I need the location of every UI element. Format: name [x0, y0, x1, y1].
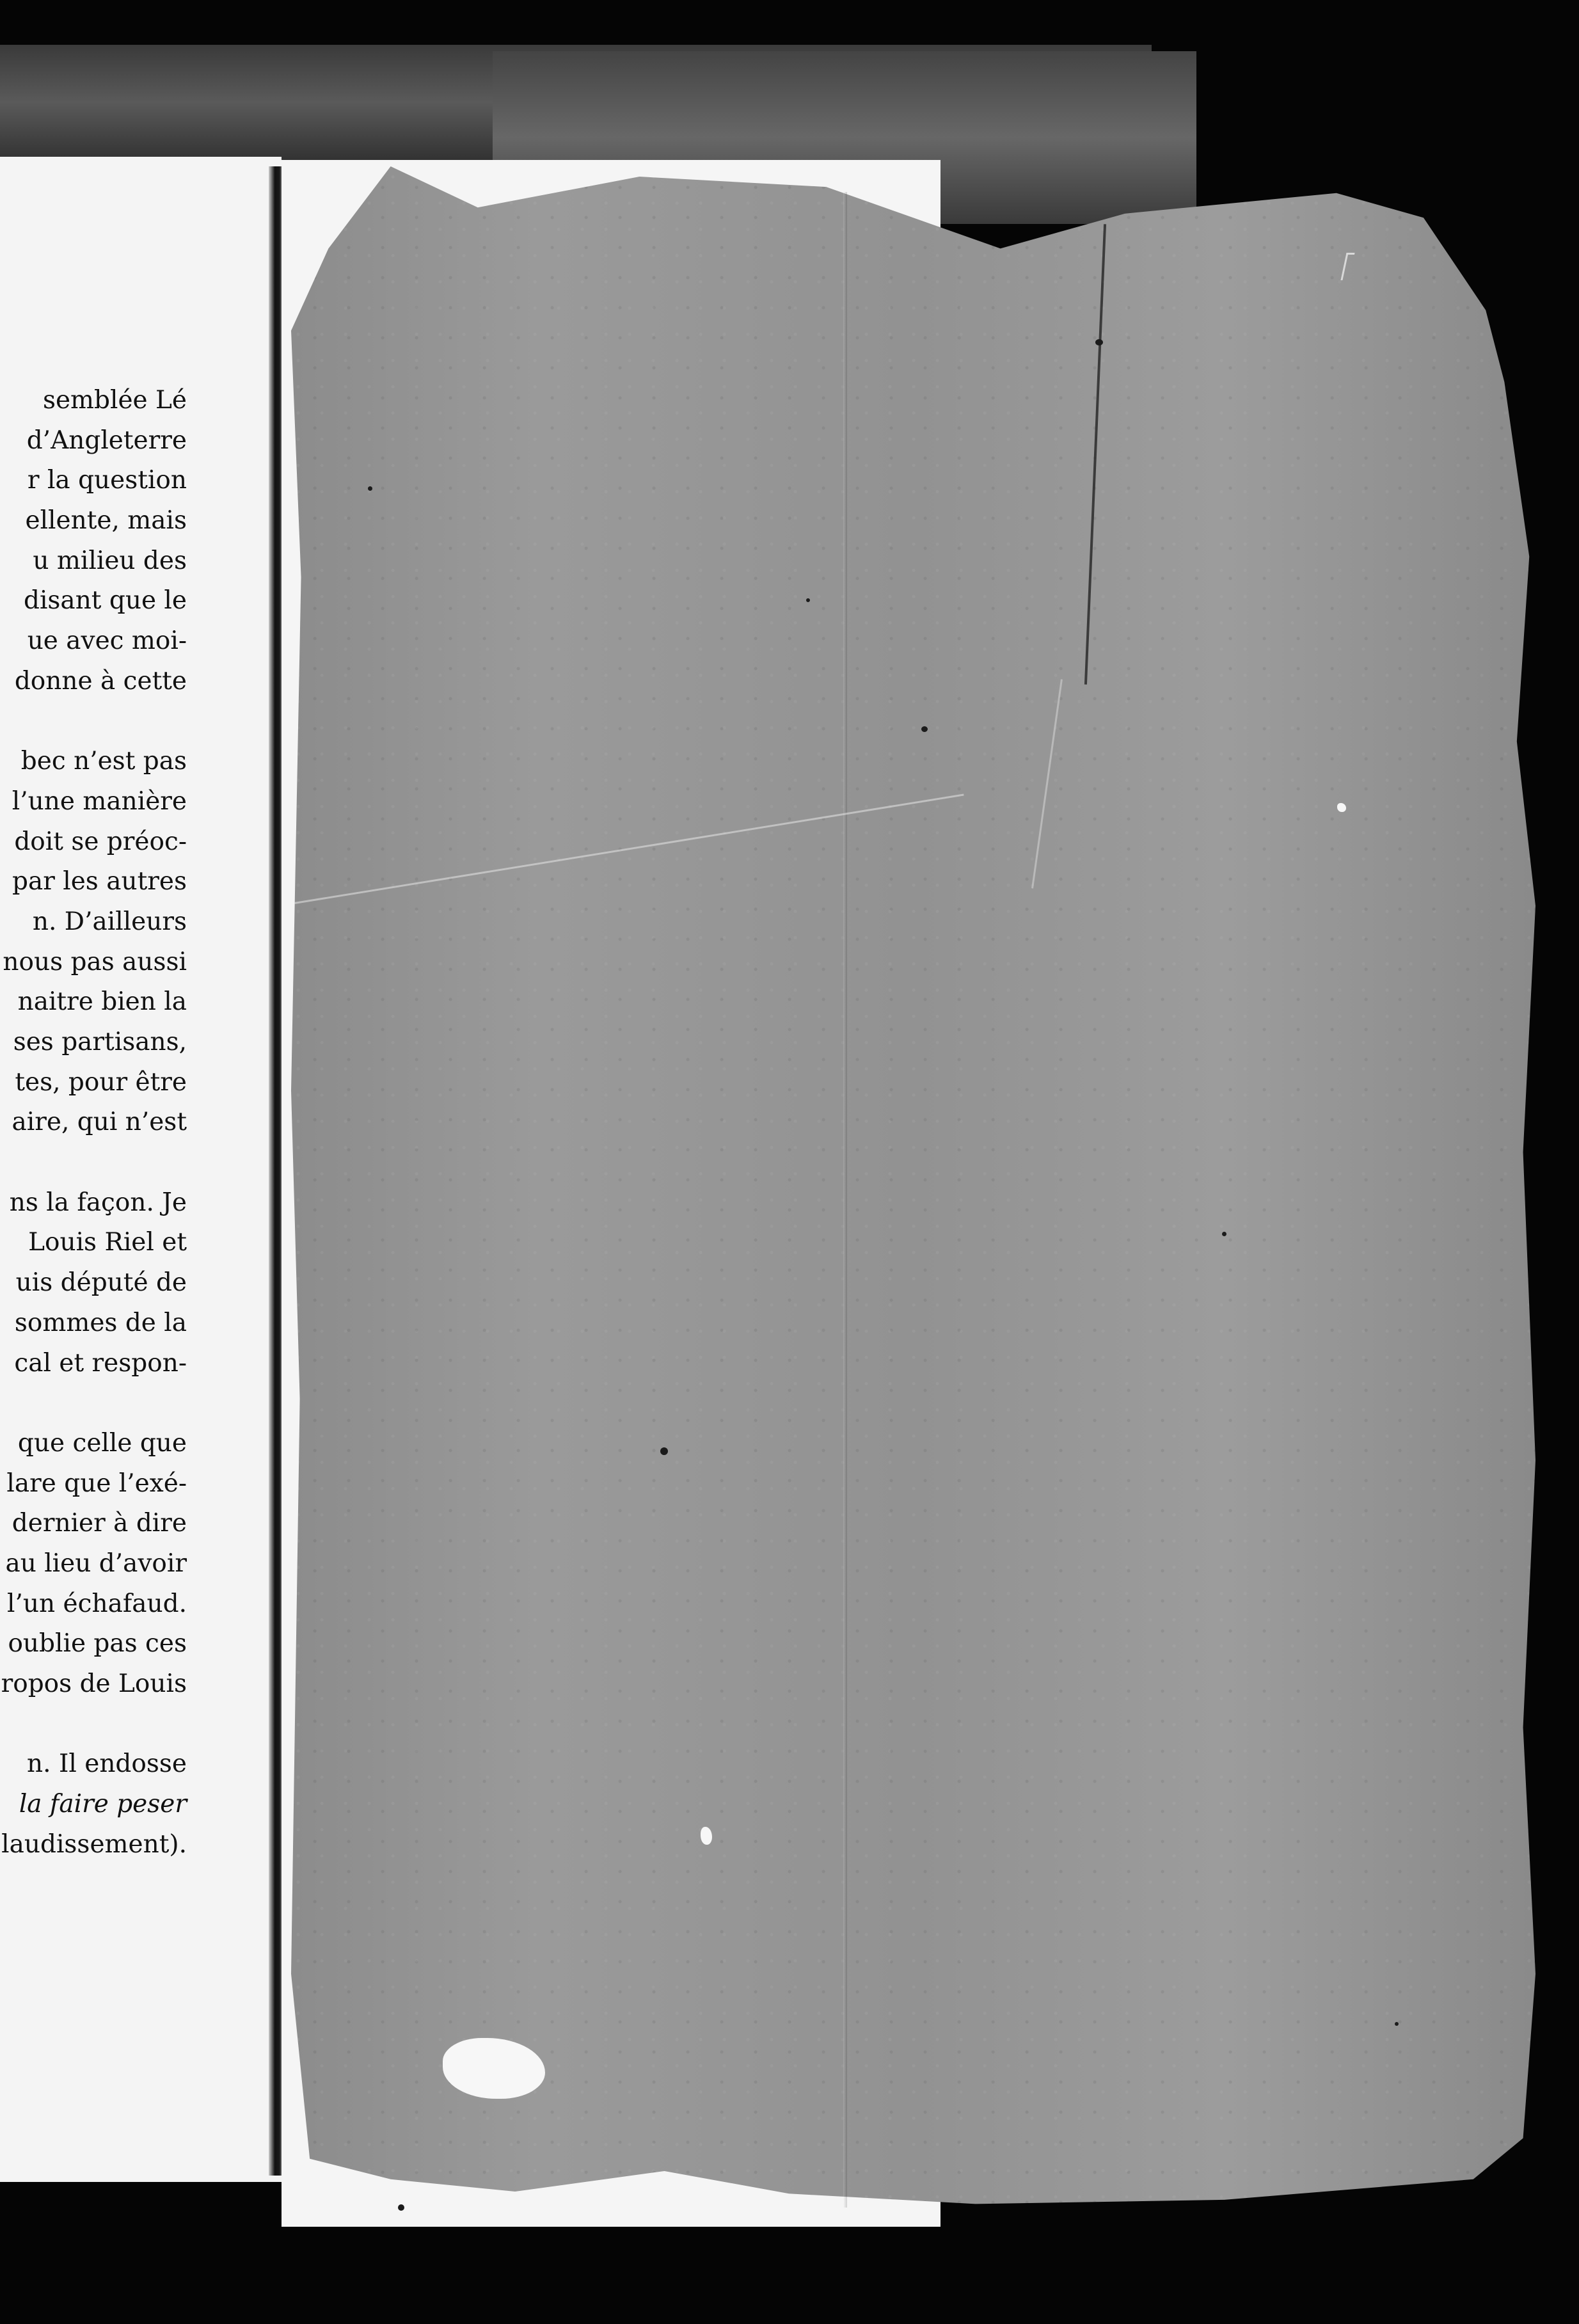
ink-spot	[398, 2204, 404, 2211]
text-line: uis député de	[15, 1268, 187, 1298]
text-line: que celle que	[17, 1428, 187, 1458]
ink-spot	[660, 1447, 668, 1455]
text-line: cal et respon-	[14, 1348, 187, 1378]
text-line: l’un échafaud.	[7, 1589, 187, 1618]
text-line: Louis Riel et	[28, 1228, 187, 1257]
ink-spot	[368, 486, 372, 491]
text-line: lare que l’exé-	[6, 1468, 187, 1498]
text-line: tes, pour être	[15, 1067, 187, 1097]
text-line: oublie pas ces	[8, 1629, 187, 1659]
text-line: ue avec moi-	[27, 626, 187, 656]
text-line: u milieu des	[33, 546, 187, 575]
ink-spot	[921, 726, 928, 732]
text-line: ses partisans,	[13, 1028, 187, 1056]
grey-cover-sheet	[291, 166, 1535, 2220]
text-line: ellente, mais	[25, 506, 187, 536]
text-line: doit se préoc-	[14, 827, 187, 856]
ink-spot	[806, 598, 810, 602]
ink-spot	[1395, 2022, 1399, 2026]
text-line: dernier à dire	[12, 1509, 187, 1538]
text-line: l’une manière	[12, 786, 187, 816]
text-line: naitre bien la	[17, 987, 187, 1017]
text-line: n. D’ailleurs	[32, 907, 187, 936]
text-line: au lieu d’avoir	[5, 1548, 187, 1578]
paper-hole	[1337, 803, 1346, 812]
text-line-italic: la faire peser	[19, 1790, 187, 1819]
left-book-page	[0, 157, 282, 2182]
paragraph-gap	[0, 1383, 187, 1424]
text-line: disant que le	[23, 586, 187, 616]
left-page-text	[0, 381, 187, 1865]
text-line: nous pas aussi	[3, 947, 187, 976]
paragraph-gap	[0, 702, 187, 742]
text-line: ropos de Louis	[1, 1669, 187, 1698]
text-line: r la question	[27, 466, 187, 495]
text-line: d’Angleterre	[26, 426, 187, 455]
ink-spot	[1222, 1232, 1226, 1236]
text-line: donne à cette	[14, 666, 187, 696]
text-line: semblée Lé	[42, 386, 187, 415]
text-line: ns la façon. Je	[9, 1188, 187, 1217]
sheet-fold	[843, 192, 847, 2208]
text-line: par les autres	[12, 867, 187, 896]
text-line: n. Il endosse	[27, 1749, 187, 1779]
text-line: laudissement).	[1, 1829, 187, 1859]
paragraph-gap	[0, 1705, 187, 1745]
text-line: bec n’est pas	[20, 747, 187, 776]
paragraph-gap	[0, 1143, 187, 1183]
text-line: sommes de la	[14, 1308, 187, 1337]
text-line: aire, qui n’est	[12, 1108, 187, 1137]
ink-spot	[1095, 339, 1103, 346]
